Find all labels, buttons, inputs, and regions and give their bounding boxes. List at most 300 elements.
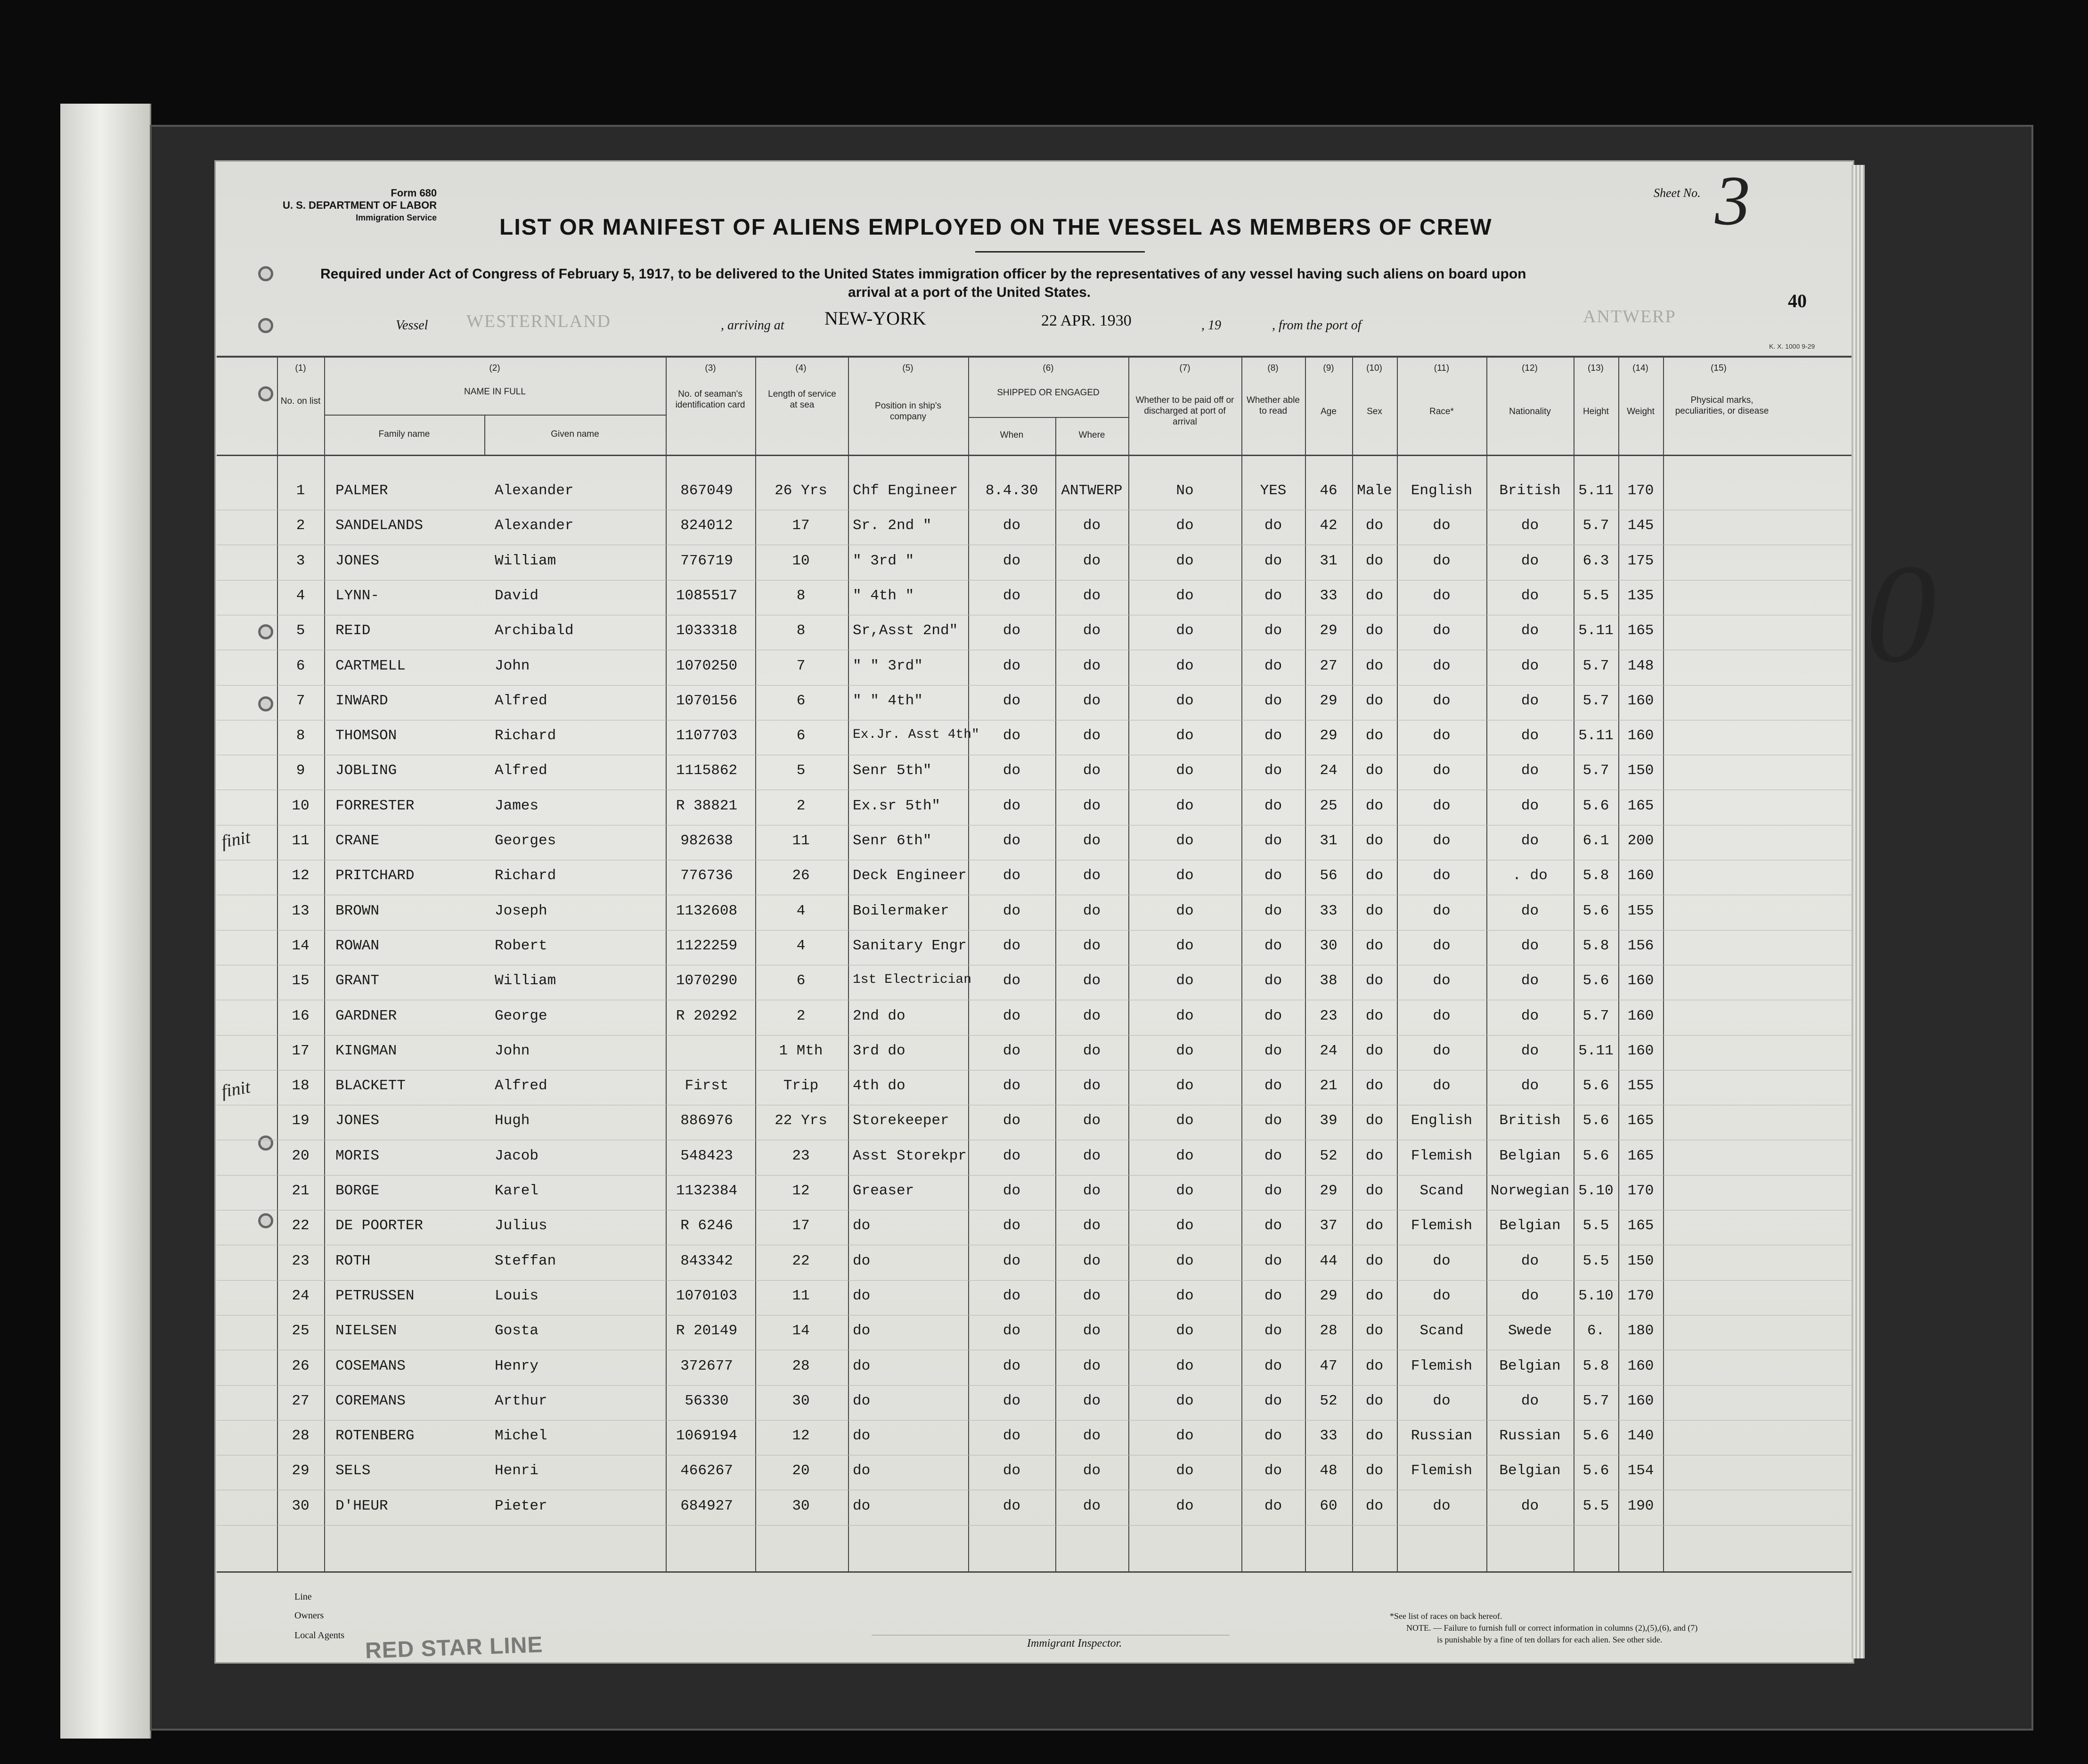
cell-where: do xyxy=(1083,1392,1101,1409)
cell-given: Steffan xyxy=(495,1252,556,1269)
cell-when: do xyxy=(1003,552,1021,569)
cell-race: Flemish xyxy=(1411,1147,1473,1164)
cell-height: 5.7 xyxy=(1582,692,1609,709)
cell-card: 1132608 xyxy=(676,902,738,919)
cell-when: do xyxy=(1003,1007,1021,1024)
cell-family: JONES xyxy=(335,552,380,569)
cell-paid: do xyxy=(1176,692,1194,709)
cell-weight: 150 xyxy=(1627,1252,1654,1269)
form-dept: U. S. DEPARTMENT OF LABOR xyxy=(283,199,437,211)
hdr-age: Age xyxy=(1321,407,1337,416)
cell-age: 31 xyxy=(1320,833,1338,849)
cell-height: 6.3 xyxy=(1582,552,1609,569)
cell-age: 47 xyxy=(1320,1357,1338,1374)
punch-ring xyxy=(258,1213,273,1228)
row-rule xyxy=(217,1175,1851,1176)
cell-weight: 190 xyxy=(1627,1497,1654,1514)
cell-position: do xyxy=(853,1252,871,1269)
cell-given: Alfred xyxy=(495,1078,547,1094)
cell-when: do xyxy=(1003,622,1021,639)
cell-nat: do xyxy=(1521,1497,1539,1514)
cell-card: R 20149 xyxy=(676,1323,738,1339)
hdr-weight: Weight xyxy=(1627,407,1655,416)
cell-service: 30 xyxy=(792,1392,810,1409)
column-number: (2) xyxy=(489,363,500,373)
cell-service: 4 xyxy=(796,937,806,954)
cell-race: do xyxy=(1433,1252,1451,1269)
cell-read: do xyxy=(1264,1323,1282,1339)
cell-paid: do xyxy=(1176,587,1194,604)
hdr-physical-marks: Physical marks, peculiarities, or disease xyxy=(1675,395,1769,416)
cell-no: 1 xyxy=(296,482,305,499)
cell-position: " " 4th" xyxy=(853,692,923,709)
cell-where: do xyxy=(1083,1497,1101,1514)
cell-weight: 170 xyxy=(1627,1287,1654,1304)
cell-sex: do xyxy=(1365,1217,1384,1234)
hdr-position: Position in ship's company xyxy=(875,401,941,422)
footer-note-1: *See list of races on back hereof. xyxy=(1390,1611,1502,1621)
cell-read: do xyxy=(1264,1007,1282,1024)
cell-family: ROWAN xyxy=(335,937,380,954)
cell-card: 1069194 xyxy=(676,1428,738,1445)
cell-race: do xyxy=(1433,1287,1451,1304)
cell-no: 26 xyxy=(292,1357,310,1374)
column-number: (8) xyxy=(1267,363,1279,373)
cell-where: do xyxy=(1083,1147,1101,1164)
cell-height: 5.5 xyxy=(1582,1252,1609,1269)
hdr-name-in-full: NAME IN FULL xyxy=(464,387,526,397)
cell-read: do xyxy=(1264,1392,1282,1409)
cell-race: do xyxy=(1433,762,1451,779)
hdr-no-on-list: No. on list xyxy=(280,396,321,406)
cell-position: Asst Storekpr xyxy=(853,1147,967,1164)
cell-weight: 160 xyxy=(1627,867,1654,884)
cell-service: 2 xyxy=(796,797,806,814)
cell-position: Senr 5th" xyxy=(853,762,932,779)
cell-family: PETRUSSEN xyxy=(335,1287,415,1304)
cell-sex: do xyxy=(1365,867,1384,884)
form-block xyxy=(283,187,437,224)
column-number: (3) xyxy=(705,363,716,373)
cell-nat: Belgian xyxy=(1499,1357,1561,1374)
cell-no: 20 xyxy=(292,1147,310,1164)
cell-sex: do xyxy=(1365,1392,1384,1409)
cell-where: do xyxy=(1083,902,1101,919)
cell-read: do xyxy=(1264,797,1282,814)
cell-when: do xyxy=(1003,1112,1021,1129)
cell-age: 38 xyxy=(1320,972,1338,989)
cell-when: do xyxy=(1003,833,1021,849)
cell-paid: do xyxy=(1176,727,1194,744)
cell-position: " 3rd " xyxy=(853,552,914,569)
cell-given: Gosta xyxy=(495,1323,539,1339)
cell-service: 1 Mth xyxy=(779,1042,823,1059)
cell-age: 46 xyxy=(1320,482,1338,499)
cell-age: 33 xyxy=(1320,1428,1338,1445)
cell-weight: 165 xyxy=(1627,1112,1654,1129)
cell-given: Louis xyxy=(495,1287,539,1304)
cell-race: English xyxy=(1411,1112,1473,1129)
cell-given: Karel xyxy=(495,1183,539,1199)
footer-note-2: NOTE. — Failure to furnish full or correct information in columns (2),(5),(6), and (7) xyxy=(1406,1623,1698,1633)
cell-age: 23 xyxy=(1320,1007,1338,1024)
cell-when: do xyxy=(1003,1462,1021,1479)
cell-weight: 160 xyxy=(1627,1042,1654,1059)
cell-position: Chf Engineer xyxy=(853,482,958,499)
cell-read: do xyxy=(1264,1287,1282,1304)
cell-no: 30 xyxy=(292,1497,310,1514)
cell-family: COSEMANS xyxy=(335,1357,406,1374)
cell-when: do xyxy=(1003,1428,1021,1445)
cell-where: do xyxy=(1083,587,1101,604)
cell-position: do xyxy=(853,1217,871,1234)
cell-sex: do xyxy=(1365,552,1384,569)
cell-weight: 200 xyxy=(1627,833,1654,849)
cell-race: do xyxy=(1433,867,1451,884)
column-number: (13) xyxy=(1588,363,1604,373)
cell-family: DE POORTER xyxy=(335,1217,424,1234)
cell-card: 776736 xyxy=(680,867,733,884)
cell-no: 27 xyxy=(292,1392,310,1409)
cell-no: 25 xyxy=(292,1323,310,1339)
cell-service: 20 xyxy=(792,1462,810,1479)
inspector-label: Immigrant Inspector. xyxy=(1027,1637,1122,1650)
cell-nat: do xyxy=(1521,552,1539,569)
cell-position: do xyxy=(853,1287,871,1304)
cell-family: THOMSON xyxy=(335,727,397,744)
cell-nat: do xyxy=(1521,587,1539,604)
cell-nat: do xyxy=(1521,797,1539,814)
cell-service: 10 xyxy=(792,552,810,569)
cell-race: do xyxy=(1433,902,1451,919)
cell-card: 843342 xyxy=(680,1252,733,1269)
cell-service: 6 xyxy=(796,692,806,709)
cell-race: Russian xyxy=(1411,1428,1473,1445)
cell-race: do xyxy=(1433,833,1451,849)
cell-sex: do xyxy=(1365,762,1384,779)
arriving-port: NEW-YORK xyxy=(824,308,926,329)
cell-no: 10 xyxy=(292,797,310,814)
form-number: Form 680 xyxy=(391,187,437,199)
cell-sex: do xyxy=(1365,902,1384,919)
cell-family: NIELSEN xyxy=(335,1323,397,1339)
cell-given: Hugh xyxy=(495,1112,530,1129)
cell-paid: do xyxy=(1176,552,1194,569)
cell-family: PRITCHARD xyxy=(335,867,415,884)
subtitle-line-2: arrival at a port of the United States. xyxy=(848,285,1091,300)
cell-age: 52 xyxy=(1320,1147,1338,1164)
cell-service: 5 xyxy=(796,762,806,779)
cell-race: do xyxy=(1433,517,1451,534)
cell-height: 5.6 xyxy=(1582,1147,1609,1164)
cell-card: 372677 xyxy=(680,1357,733,1374)
cell-read: do xyxy=(1264,692,1282,709)
cell-read: do xyxy=(1264,972,1282,989)
cell-no: 8 xyxy=(296,727,305,744)
cell-race: do xyxy=(1433,1497,1451,1514)
cell-age: 25 xyxy=(1320,797,1338,814)
cell-sex: do xyxy=(1365,1183,1384,1199)
cell-race: do xyxy=(1433,937,1451,954)
cell-card: 824012 xyxy=(680,517,733,534)
cell-when: do xyxy=(1003,902,1021,919)
cell-card: R 38821 xyxy=(676,797,738,814)
cell-given: Michel xyxy=(495,1428,547,1445)
cell-service: 7 xyxy=(796,657,806,674)
cell-weight: 175 xyxy=(1627,552,1654,569)
cell-nat: do xyxy=(1521,1042,1539,1059)
cell-when: 8.4.30 xyxy=(985,482,1038,499)
cell-sex: do xyxy=(1365,1007,1384,1024)
cell-nat: do xyxy=(1521,972,1539,989)
cell-position: do xyxy=(853,1357,871,1374)
cell-position: 2nd do xyxy=(853,1007,905,1024)
cell-paid: do xyxy=(1176,937,1194,954)
cell-given: George xyxy=(495,1007,547,1024)
cell-age: 21 xyxy=(1320,1078,1338,1094)
col-rule xyxy=(1663,356,1664,1571)
cell-position: Storekeeper xyxy=(853,1112,949,1129)
cell-where: do xyxy=(1083,1078,1101,1094)
cell-race: Scand xyxy=(1419,1183,1464,1199)
cell-sex: do xyxy=(1365,1497,1384,1514)
margin-note-row-11: finit xyxy=(220,827,252,852)
cell-no: 6 xyxy=(296,657,305,674)
cell-given: Pieter xyxy=(495,1497,547,1514)
form-service: Immigration Service xyxy=(356,213,437,222)
cell-nat: Belgian xyxy=(1499,1462,1561,1479)
cell-when: do xyxy=(1003,867,1021,884)
cell-sex: do xyxy=(1365,1112,1384,1129)
cell-when: do xyxy=(1003,1147,1021,1164)
cell-position: 3rd do xyxy=(853,1042,905,1059)
col-rule xyxy=(755,356,756,1571)
cell-weight: 150 xyxy=(1627,762,1654,779)
cell-age: 39 xyxy=(1320,1112,1338,1129)
cell-weight: 170 xyxy=(1627,482,1654,499)
cell-nat: do xyxy=(1521,833,1539,849)
cell-read: do xyxy=(1264,1078,1282,1094)
cell-nat: Norwegian xyxy=(1490,1183,1570,1199)
cell-paid: do xyxy=(1176,1357,1194,1374)
cell-height: 5.11 xyxy=(1578,482,1614,499)
cell-position: Boilermaker xyxy=(853,902,949,919)
departure-port: ANTWERP xyxy=(1583,307,1676,327)
cell-when: do xyxy=(1003,1357,1021,1374)
cell-race: do xyxy=(1433,552,1451,569)
cell-service: 17 xyxy=(792,1217,810,1234)
cell-read: do xyxy=(1264,902,1282,919)
cell-no: 7 xyxy=(296,692,305,709)
cell-paid: do xyxy=(1176,622,1194,639)
cell-family: LYNN- xyxy=(335,587,380,604)
cell-service: 2 xyxy=(796,1007,806,1024)
cell-race: do xyxy=(1433,972,1451,989)
cell-nat: do xyxy=(1521,902,1539,919)
cell-given: Richard xyxy=(495,867,556,884)
column-number: (11) xyxy=(1434,363,1450,373)
cell-height: 5.6 xyxy=(1582,1112,1609,1129)
cell-no: 23 xyxy=(292,1252,310,1269)
cell-when: do xyxy=(1003,972,1021,989)
cell-race: do xyxy=(1433,587,1451,604)
cell-card: 982638 xyxy=(680,833,733,849)
column-number: (4) xyxy=(795,363,807,373)
col-rule xyxy=(1397,356,1398,1571)
cell-paid: do xyxy=(1176,1287,1194,1304)
cell-nat: do xyxy=(1521,622,1539,639)
cell-card: 867049 xyxy=(680,482,733,499)
cell-when: do xyxy=(1003,657,1021,674)
cell-age: 24 xyxy=(1320,762,1338,779)
page-edges xyxy=(1851,165,1865,1658)
cell-race: Flemish xyxy=(1411,1217,1473,1234)
cell-given: William xyxy=(495,552,556,569)
cell-card: 1070250 xyxy=(676,657,738,674)
cell-sex: Male xyxy=(1357,482,1392,499)
cell-position: do xyxy=(853,1462,871,1479)
cell-read: do xyxy=(1264,1147,1282,1164)
row-rule xyxy=(217,1385,1851,1386)
cell-weight: 160 xyxy=(1627,1392,1654,1409)
col-rule xyxy=(1305,356,1306,1571)
sheet-label: Sheet No. xyxy=(1654,186,1701,200)
cell-weight: 140 xyxy=(1627,1428,1654,1445)
cell-position: " " 3rd" xyxy=(853,657,923,674)
cell-where: do xyxy=(1083,727,1101,744)
cell-read: do xyxy=(1264,867,1282,884)
from-port-label: , from the port of xyxy=(1272,318,1362,333)
cell-read: do xyxy=(1264,1217,1282,1234)
cell-weight: 165 xyxy=(1627,1147,1654,1164)
hdr-sex: Sex xyxy=(1367,407,1382,416)
cell-no: 22 xyxy=(292,1217,310,1234)
cell-paid: do xyxy=(1176,867,1194,884)
column-number: (12) xyxy=(1522,363,1538,373)
cell-paid: do xyxy=(1176,1497,1194,1514)
cell-height: 6. xyxy=(1587,1323,1605,1339)
cell-height: 5.6 xyxy=(1582,902,1609,919)
col-rule xyxy=(1128,356,1129,1571)
cell-age: 56 xyxy=(1320,867,1338,884)
cell-family: ROTH xyxy=(335,1252,371,1269)
cell-height: 5.8 xyxy=(1582,1357,1609,1374)
cell-card: 1132384 xyxy=(676,1183,738,1199)
column-number: (10) xyxy=(1366,363,1382,373)
cell-position: do xyxy=(853,1392,871,1409)
arriving-label: , arriving at xyxy=(721,318,784,333)
hdr-race: Race* xyxy=(1429,407,1454,416)
cell-nat: Belgian xyxy=(1499,1147,1561,1164)
cell-position: Greaser xyxy=(853,1183,914,1199)
cell-race: do xyxy=(1433,1042,1451,1059)
cell-paid: do xyxy=(1176,1428,1194,1445)
row-rule xyxy=(217,1420,1851,1421)
cell-card: 1070156 xyxy=(676,692,738,709)
cell-when: do xyxy=(1003,1217,1021,1234)
hdr-family-name: Family name xyxy=(378,429,430,439)
cell-no: 14 xyxy=(292,937,310,954)
punch-ring xyxy=(258,318,273,333)
cell-family: FORRESTER xyxy=(335,797,415,814)
cell-weight: 160 xyxy=(1627,692,1654,709)
cell-read: do xyxy=(1264,1428,1282,1445)
cell-race: do xyxy=(1433,727,1451,744)
cell-paid: do xyxy=(1176,657,1194,674)
cell-where: ANTWERP xyxy=(1061,482,1123,499)
cell-family: BORGE xyxy=(335,1183,380,1199)
cell-family: D'HEUR xyxy=(335,1497,388,1514)
cell-nat: Russian xyxy=(1499,1428,1561,1445)
cell-weight: 135 xyxy=(1627,587,1654,604)
cell-height: 5.11 xyxy=(1578,1042,1614,1059)
cell-weight: 170 xyxy=(1627,1183,1654,1199)
sheet-number: 3 xyxy=(1715,162,1750,240)
hdr-when: When xyxy=(1000,430,1024,440)
cell-when: do xyxy=(1003,762,1021,779)
cell-card: 1115862 xyxy=(676,762,738,779)
cell-family: INWARD xyxy=(335,692,388,709)
cell-family: JONES xyxy=(335,1112,380,1129)
cell-no: 2 xyxy=(296,517,305,534)
cell-card: R 6246 xyxy=(680,1217,733,1234)
col-rule xyxy=(1241,356,1242,1571)
cell-nat: do xyxy=(1521,692,1539,709)
arrival-date: 22 APR. 1930 xyxy=(1041,312,1132,329)
cell-read: do xyxy=(1264,1497,1282,1514)
cell-read: do xyxy=(1264,1183,1282,1199)
hdr-where: Where xyxy=(1078,430,1105,440)
column-number: (5) xyxy=(902,363,914,373)
cell-no: 19 xyxy=(292,1112,310,1129)
cell-weight: 160 xyxy=(1627,972,1654,989)
cell-weight: 148 xyxy=(1627,657,1654,674)
red-star-line-stamp: RED STAR LINE xyxy=(365,1632,544,1664)
cell-where: do xyxy=(1083,1252,1101,1269)
cell-family: BROWN xyxy=(335,902,380,919)
cell-given: Richard xyxy=(495,727,556,744)
cell-when: do xyxy=(1003,1497,1021,1514)
cell-sex: do xyxy=(1365,937,1384,954)
cell-height: 5.11 xyxy=(1578,622,1614,639)
cell-paid: do xyxy=(1176,1323,1194,1339)
cell-family: COREMANS xyxy=(335,1392,406,1409)
column-number: (1) xyxy=(295,363,306,373)
cell-where: do xyxy=(1083,692,1101,709)
cell-family: ROTENBERG xyxy=(335,1428,415,1445)
cell-family: SANDELANDS xyxy=(335,517,424,534)
cell-service: 30 xyxy=(792,1497,810,1514)
cell-age: 29 xyxy=(1320,727,1338,744)
cell-age: 30 xyxy=(1320,937,1338,954)
col-rule xyxy=(1618,356,1619,1571)
hdr-height: Height xyxy=(1583,407,1609,416)
cell-position: 4th do xyxy=(853,1078,905,1094)
cell-where: do xyxy=(1083,1462,1101,1479)
cell-nat: do xyxy=(1521,517,1539,534)
cell-sex: do xyxy=(1365,972,1384,989)
cell-weight: 154 xyxy=(1627,1462,1654,1479)
cell-paid: do xyxy=(1176,972,1194,989)
col-rule xyxy=(666,356,667,1571)
cell-family: BLACKETT xyxy=(335,1078,406,1094)
cell-family: GRANT xyxy=(335,972,380,989)
cell-sex: do xyxy=(1365,727,1384,744)
cell-weight: 155 xyxy=(1627,902,1654,919)
cell-weight: 160 xyxy=(1627,1357,1654,1374)
name-subrule xyxy=(324,415,666,416)
cell-weight: 156 xyxy=(1627,937,1654,954)
